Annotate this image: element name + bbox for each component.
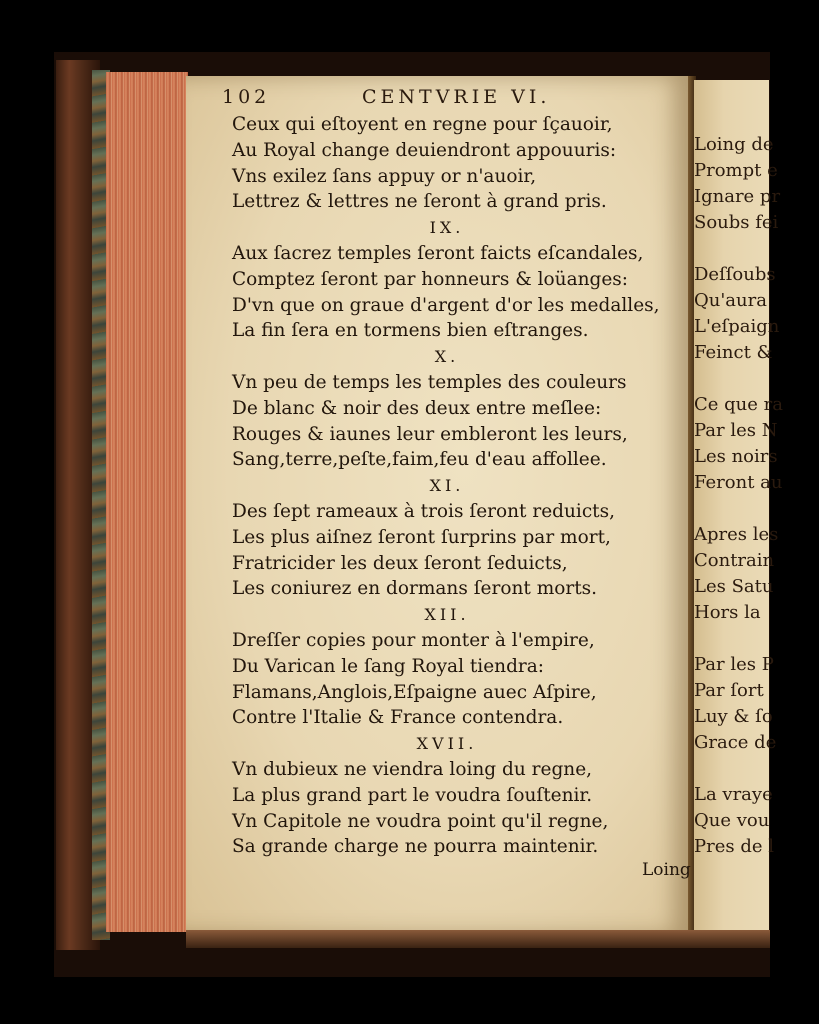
running-header <box>222 86 682 112</box>
verse-line: La plus grand part le voudra ſouſtenir. <box>232 784 593 806</box>
facing-page-line: L'eſpaign <box>694 316 780 337</box>
quatrain-number: XVII. <box>416 734 478 754</box>
page-number: 102 <box>222 86 271 108</box>
facing-page-line: Apres les <box>694 524 779 545</box>
verse-line: Ceux qui eſtoyent en regne pour ſçauoir, <box>232 114 613 135</box>
verse-line: Contre l'Italie & France contendra. <box>232 707 564 729</box>
verse-line: D'vn que on graue d'argent d'or les medalles, <box>232 294 660 316</box>
facing-page-line: Contrain <box>694 550 775 571</box>
verse-line: Fratricider les deux ſeront ſeduicts, <box>232 552 568 574</box>
verse-line: Au Royal change deuiendront appouuris: <box>232 139 617 161</box>
verse-line: Vn Capitole ne voudra point qu'il regne, <box>232 810 609 832</box>
verse-line: Des ſept rameaux à trois ſeront reduicts, <box>232 500 615 522</box>
facing-page-line: Grace de <box>694 732 777 753</box>
verse-line: La fin ſera en tormens bien eſtranges. <box>232 320 589 342</box>
verse-line: Comptez ſeront par honneurs & loüanges: <box>232 268 629 290</box>
facing-page-line: Ce que ra <box>694 394 783 415</box>
facing-page-line: Par les N <box>694 420 778 441</box>
verse-text <box>232 112 692 860</box>
facing-page-line: Les noirs <box>694 446 778 467</box>
verse-line: Les coniurez en dormans ſeront morts. <box>232 578 598 600</box>
facing-page-line: Deſſoubs <box>694 264 776 285</box>
facing-page-line: Qu'aura <box>694 290 767 311</box>
book-bottom-edge <box>186 930 770 948</box>
quatrain-number: XI. <box>429 476 465 496</box>
facing-page-line: Loing de <box>694 134 774 155</box>
facing-page-text <box>694 132 794 860</box>
facing-page-line: Les Satu <box>694 576 774 597</box>
red-page-edges <box>106 72 188 932</box>
facing-page-line: Pres de l <box>694 836 774 857</box>
quatrain-number: X. <box>434 347 460 367</box>
facing-page-line: Feinct & <box>694 342 773 363</box>
quatrain-number: XII. <box>424 605 470 625</box>
verse-line: Du Varican le ſang Royal tiendra: <box>232 655 545 677</box>
verse-line: Vn peu de temps les temples des couleurs <box>232 371 627 393</box>
running-title: CENTVRIE VI. <box>362 86 551 108</box>
facing-page-line: Prompt e <box>694 160 778 181</box>
right-page <box>694 80 783 932</box>
quatrain-number: IX. <box>429 218 465 238</box>
verse-line: De blanc & noir des deux entre meſlee: <box>232 397 602 419</box>
verse-line: Rouges & iaunes leur embleront les leurs, <box>232 423 628 445</box>
verse-line: Vns exilez ſans appuy or n'auoir, <box>232 165 537 187</box>
catchword: Loing <box>642 860 691 880</box>
facing-page-line: Feront au <box>694 472 783 493</box>
facing-page-line: Ignare pr <box>694 186 781 207</box>
verse-line: Aux ſacrez temples ſeront faicts eſcandales, <box>232 242 644 264</box>
verse-line: Flamans,Anglois,Eſpaigne auec Aſpire, <box>232 681 597 703</box>
verse-line: Sang,terre,peſte,faim,feu d'eau affollee. <box>232 449 607 471</box>
facing-page-line: La vraye <box>694 784 773 805</box>
verse-line: Lettrez & lettres ne ſeront à grand pris. <box>232 191 607 213</box>
verse-line: Dreſſer copies pour monter à l'empire, <box>232 629 595 651</box>
facing-page-line: Hors la <box>694 602 761 623</box>
facing-page-line: Luy & ſo <box>694 706 773 727</box>
verse-line: Sa grande charge ne pourra maintenir. <box>232 836 599 858</box>
verse-line: Vn dubieux ne viendra loing du regne, <box>232 758 593 780</box>
facing-page-line: Par ſort <box>694 680 764 701</box>
facing-page-line: Par les P <box>694 654 774 675</box>
verse-line: Les plus aiſnez ſeront ſurprins par mort, <box>232 526 611 548</box>
facing-page-line: Que vou <box>694 810 770 831</box>
facing-page-line: Soubs fei <box>694 212 779 233</box>
